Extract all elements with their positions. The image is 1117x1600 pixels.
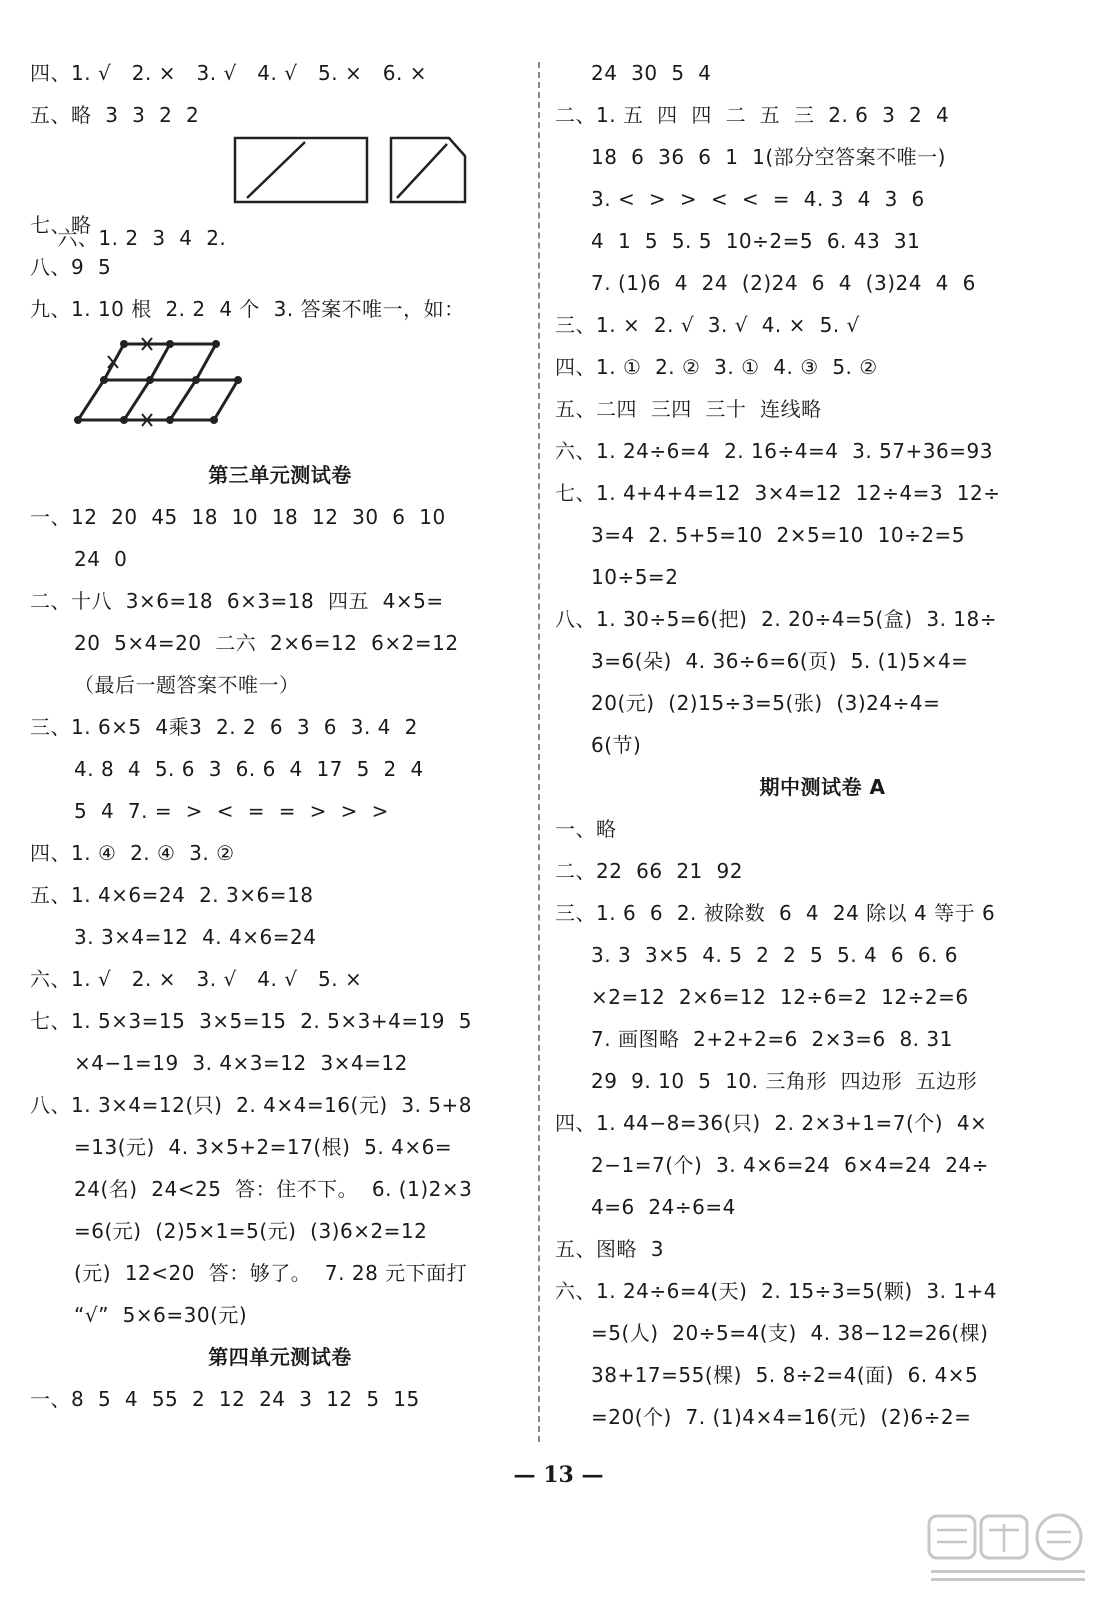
answer-line: 六、1. 24÷6=4(天) 2. 15÷3=5(颗) 3. 1+4 <box>555 1279 997 1303</box>
answer-line: 二、1. 五 四 四 二 五 三 2. 6 3 2 4 <box>555 103 950 127</box>
answer-line: 四、1. √ 2. × 3. √ 4. √ 5. × 6. × <box>30 61 428 85</box>
watermark-logo-icon <box>923 1510 1093 1590</box>
matchstick-figure <box>30 330 530 454</box>
answer-line: =13(元) 4. 3×5+2=17(根) 5. 4×6= <box>74 1135 453 1159</box>
answer-line: 4. 8 4 5. 6 3 6. 6 4 17 5 2 4 <box>74 757 424 781</box>
answer-line: =20(个) 7. (1)4×4=16(元) (2)6÷2= <box>591 1405 972 1429</box>
answer-line: （最后一题答案不唯一） <box>74 673 300 697</box>
answer-line: 三、1. 6 6 2. 被除数 6 4 24 除以 4 等于 6 <box>555 901 996 925</box>
section-heading: 期中测试卷 A <box>759 775 886 799</box>
answer-line: 一、8 5 4 55 2 12 24 3 12 5 15 <box>30 1387 420 1411</box>
answer-line: 7. 画图略 2+2+2=6 2×3=6 8. 31 <box>591 1027 953 1051</box>
answer-line: =6(元) (2)5×1=5(元) (3)6×2=12 <box>74 1219 428 1243</box>
answer-line: 六、1. 24÷6=4 2. 16÷4=4 3. 57+36=93 <box>555 439 993 463</box>
answer-line: 38+17=55(棵) 5. 8÷2=4(面) 6. 4×5 <box>591 1363 979 1387</box>
answer-line: 3. < > > < < = 4. 3 4 3 6 <box>591 187 925 211</box>
answer-line: 七、略 <box>30 213 92 237</box>
answer-line: 4 1 5 5. 5 10÷2=5 6. 43 31 <box>591 229 921 253</box>
answer-line: 七、1. 4+4+4=12 3×4=12 12÷4=3 12÷ <box>555 481 1001 505</box>
answer-line: 四、1. 44−8=36(只) 2. 2×3+1=7(个) 4× <box>555 1111 988 1135</box>
answer-line: 九、1. 10 根 2. 2 4 个 3. 答案不唯一，如： <box>30 297 465 321</box>
answer-line: 3=4 2. 5+5=10 2×5=10 10÷2=5 <box>591 523 966 547</box>
left-column <box>30 52 530 1420</box>
answer-line: 20 5×4=20 二六 2×6=12 6×2=12 <box>74 631 459 655</box>
answer-line: 五、图略 3 <box>555 1237 664 1261</box>
column-divider <box>538 62 540 1442</box>
answer-line: 10÷5=2 <box>591 565 679 589</box>
answer-line: (元) 12<20 答：够了。 7. 28 元下面打 <box>74 1261 468 1285</box>
answer-line: 四、1. ④ 2. ④ 3. ② <box>30 841 235 865</box>
right-column <box>555 52 1090 1438</box>
answer-line: 3. 3 3×5 4. 5 2 2 5 5. 4 6 6. 6 <box>591 943 958 967</box>
answer-line: “√” 5×6=30(元) <box>74 1303 248 1327</box>
answer-line: 5 4 7. = > < = = > > > <box>74 799 389 823</box>
answer-line: 20(元) (2)15÷3=5(张) (3)24÷4= <box>591 691 941 715</box>
answer-line: 三、1. × 2. √ 3. √ 4. × 5. √ <box>555 313 860 337</box>
answer-line: 二、十八 3×6=18 6×3=18 四五 4×5= <box>30 589 444 613</box>
answer-line: 一、12 20 45 18 10 18 12 30 6 10 <box>30 505 446 529</box>
answer-line: 八、9 5 <box>30 255 112 279</box>
answer-line: 六、1. √ 2. × 3. √ 4. √ 5. × <box>30 967 363 991</box>
answer-line: =5(人) 20÷5=4(支) 4. 38−12=26(棵) <box>591 1321 989 1345</box>
answer-line: 五、1. 4×6=24 2. 3×6=18 <box>30 883 314 907</box>
answer-line: 四、1. ① 2. ② 3. ① 4. ③ 5. ② <box>555 355 878 379</box>
section-heading: 第三单元测试卷 <box>208 463 352 487</box>
answer-line: 3. 3×4=12 4. 4×6=24 <box>74 925 317 949</box>
answer-line: 24 30 5 4 <box>591 61 712 85</box>
answer-line: 4=6 24÷6=4 <box>591 1195 736 1219</box>
answer-line: 24(名) 24<25 答：住不下。 6. (1)2×3 <box>74 1177 473 1201</box>
section-heading: 第四单元测试卷 <box>208 1345 352 1369</box>
answer-line: 6(节) <box>591 733 642 757</box>
answer-line: 八、1. 3×4=12(只) 2. 4×4=16(元) 3. 5+8 <box>30 1093 472 1117</box>
answer-line: 7. (1)6 4 24 (2)24 6 4 (3)24 4 6 <box>591 271 976 295</box>
divided-rectangle-figures <box>233 134 473 206</box>
answer-line: 七、1. 5×3=15 3×5=15 2. 5×3+4=19 5 <box>30 1009 472 1033</box>
answer-line: 五、二四 三四 三十 连线略 <box>555 397 822 421</box>
answer-line: 三、1. 6×5 4乘3 2. 2 6 3 6 3. 4 2 <box>30 715 418 739</box>
answer-line: ×4−1=19 3. 4×3=12 3×4=12 <box>74 1051 408 1075</box>
answer-line: 八、1. 30÷5=6(把) 2. 20÷4=5(盒) 3. 18÷ <box>555 607 997 631</box>
answer-line: 29 9. 10 5 10. 三角形 四边形 五边形 <box>591 1069 978 1093</box>
answer-line: ×2=12 2×6=12 12÷6=2 12÷2=6 <box>591 985 969 1009</box>
answer-text: 六、1. 2 3 4 2. <box>57 226 227 250</box>
answer-line: 二、22 66 21 92 <box>555 859 743 883</box>
answer-line: 18 6 36 6 1 1(部分空答案不唯一) <box>591 145 946 169</box>
parallelogram-grid-icon <box>68 332 248 432</box>
answer-line: 五、略 3 3 2 2 <box>30 103 200 127</box>
answer-line: 2−1=7(个) 3. 4×6=24 6×4=24 24÷ <box>591 1153 989 1177</box>
answer-line: 24 0 <box>74 547 128 571</box>
answer-line: 3=6(朵) 4. 36÷6=6(页) 5. (1)5×4= <box>591 649 969 673</box>
page-number: — 13 — <box>513 1462 604 1488</box>
answer-line: 一、略 <box>555 817 617 841</box>
